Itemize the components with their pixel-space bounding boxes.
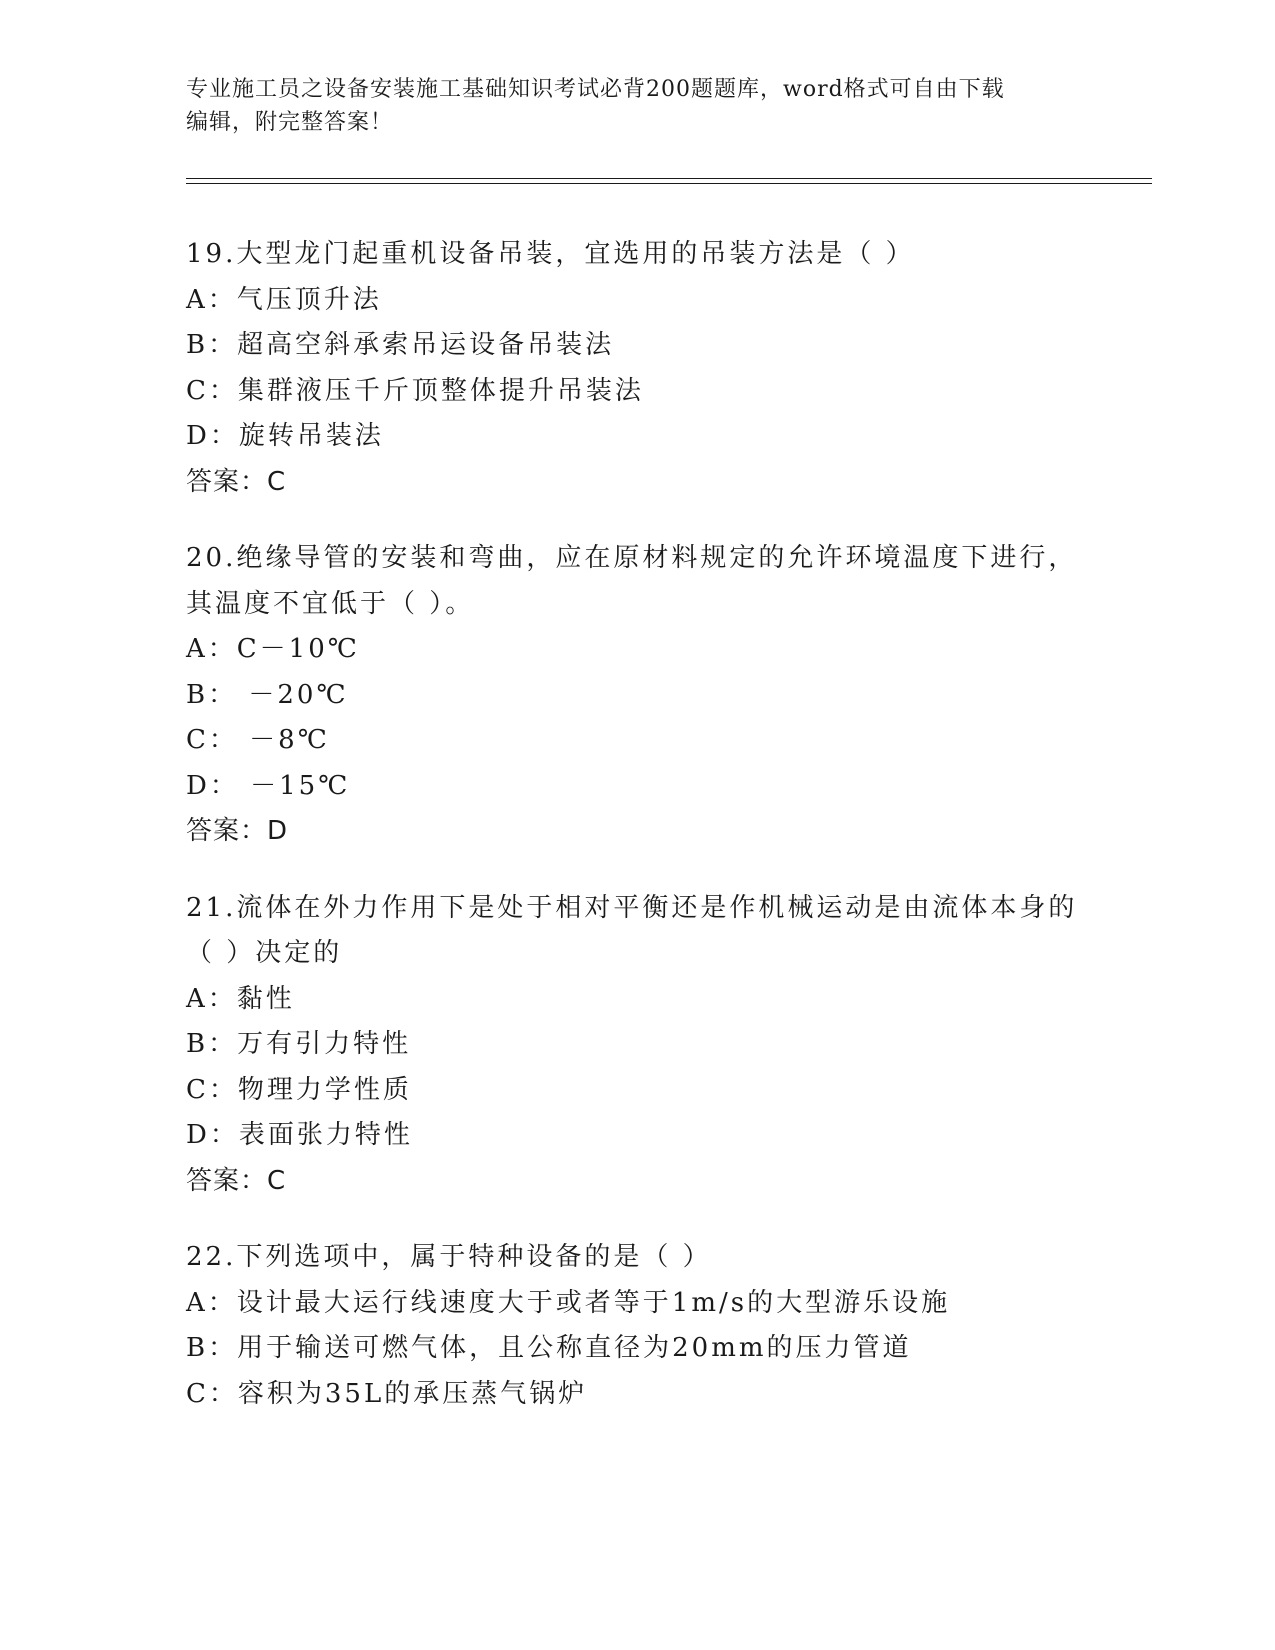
option-a: A：C－10℃ <box>186 634 360 664</box>
question-stem: 19.大型龙门起重机设备吊装，宜选用的吊装方法是（ ） <box>186 239 915 269</box>
answer-line: 答案：C <box>186 1165 287 1196</box>
question-22 <box>186 1235 1106 1417</box>
option-d: D： －15℃ <box>186 770 351 801</box>
option-c: C：集群液压千斤顶整体提升吊装法 <box>186 375 644 406</box>
option-c: C： －8℃ <box>186 725 330 755</box>
option-c: C：物理力学性质 <box>186 1074 412 1105</box>
question-21 <box>186 886 1106 1205</box>
option-d: D：表面张力特性 <box>186 1120 413 1150</box>
option-d: D：旋转吊装法 <box>186 421 384 451</box>
question-stem-continued: （ ）决定的 <box>186 938 343 968</box>
header-divider-top <box>186 178 1152 179</box>
header-divider-bottom <box>186 183 1152 184</box>
question-stem: 22.下列选项中，属于特种设备的是（ ） <box>186 1242 712 1272</box>
option-b: B：万有引力特性 <box>186 1029 412 1059</box>
option-b: B：超高空斜承索吊运设备吊装法 <box>186 330 615 360</box>
question-stem: 20.绝缘导管的安装和弯曲，应在原材料规定的允许环境温度下进行， <box>186 543 1078 573</box>
question-stem: 21.流体在外力作用下是处于相对平衡还是作机械运动是由流体本身的 <box>186 892 1078 923</box>
option-b: B： －20℃ <box>186 679 349 710</box>
header-line-1: 专业施工员之设备安装施工基础知识考试必背200题题库，word格式可自由下载 <box>186 77 1005 102</box>
answer-line: 答案：D <box>186 816 289 846</box>
answer-line: 答案：C <box>186 466 287 497</box>
option-b: B：用于输送可燃气体，且公称直径为20mm的压力管道 <box>186 1333 912 1363</box>
header-line-2: 编辑，附完整答案！ <box>186 110 394 135</box>
question-list <box>186 232 1106 1448</box>
question-20 <box>186 536 1106 855</box>
option-a: A：黏性 <box>186 983 295 1014</box>
option-a: A：设计最大运行线速度大于或者等于1m/s的大型游乐设施 <box>186 1287 951 1318</box>
document-header <box>186 73 1086 139</box>
question-stem-continued: 其温度不宜低于（ ）。 <box>186 588 475 619</box>
option-c: C：容积为35L的承压蒸气锅炉 <box>186 1378 588 1409</box>
question-19 <box>186 232 1106 505</box>
option-a: A：气压顶升法 <box>186 284 382 315</box>
